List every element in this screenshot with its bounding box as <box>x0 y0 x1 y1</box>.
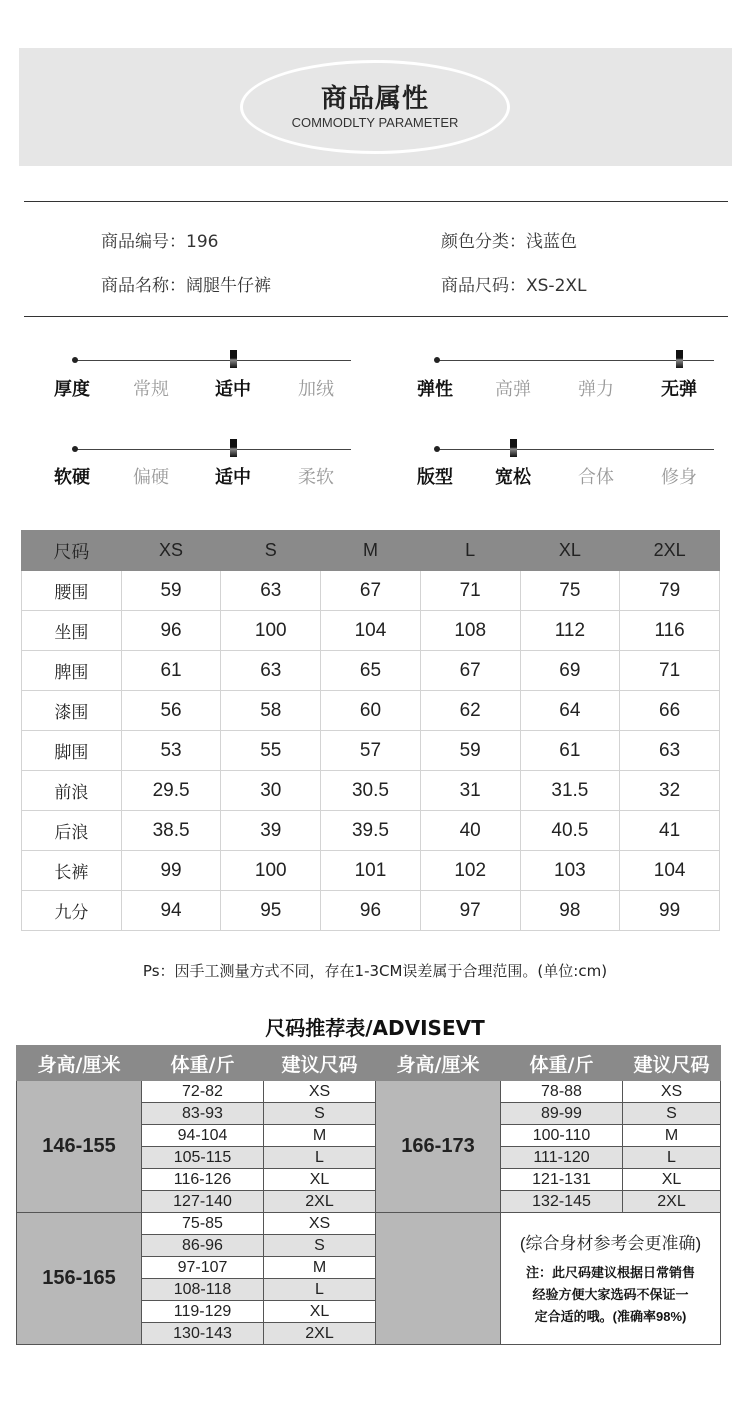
size-value: 108 <box>420 611 520 651</box>
size-value: 99 <box>620 891 720 931</box>
suggested-size: M <box>264 1125 376 1147</box>
suggested-size: XL <box>264 1169 376 1191</box>
row-label: 长裤 <box>22 851 122 891</box>
size-value: 39 <box>221 811 321 851</box>
suggested-size: L <box>264 1147 376 1169</box>
advice-table-body <box>17 1081 721 1345</box>
size-header-cell: L <box>420 531 520 571</box>
size-value: 55 <box>221 731 321 771</box>
advice-header-cell: 身高/厘米 <box>376 1046 501 1081</box>
tip-line: 定合适的哦。(准确率98%) <box>534 1309 687 1324</box>
size-value: 97 <box>420 891 520 931</box>
attribute-option: 无弹 <box>661 379 697 400</box>
size-value: 41 <box>620 811 720 851</box>
size-value: 67 <box>420 651 520 691</box>
weight-range: 127-140 <box>142 1191 264 1213</box>
size-value: 104 <box>620 851 720 891</box>
row-label: 腰围 <box>22 571 122 611</box>
attribute-option: 适中 <box>215 467 251 488</box>
row-label: 前浪 <box>22 771 122 811</box>
row-label: 后浪 <box>22 811 122 851</box>
size-header-cell: M <box>321 531 421 571</box>
advice-table-header <box>17 1046 721 1081</box>
size-header-cell: S <box>221 531 321 571</box>
table-row <box>22 691 720 731</box>
table-row <box>22 731 720 771</box>
weight-range: 119-129 <box>142 1301 264 1323</box>
advice-header-cell: 体重/斤 <box>142 1046 264 1081</box>
row-label: 脾围 <box>22 651 122 691</box>
table-row <box>22 891 720 931</box>
weight-range: 83-93 <box>142 1103 264 1125</box>
attribute-option: 适中 <box>215 379 251 400</box>
size-value: 29.5 <box>121 771 221 811</box>
attribute-option: 加绒 <box>298 379 334 400</box>
attribute-name: 厚度 <box>54 379 90 400</box>
tip-main: (综合身材参考会更准确) <box>519 1234 702 1253</box>
attribute-option: 高弹 <box>495 379 531 400</box>
slider-start-dot <box>72 357 78 363</box>
size-value: 59 <box>420 731 520 771</box>
attribute-name: 软硬 <box>54 467 90 488</box>
height-range: 166-173 <box>376 1081 501 1213</box>
row-label: 九分 <box>22 891 122 931</box>
attribute-name: 版型 <box>417 467 453 488</box>
suggested-size: S <box>623 1103 721 1125</box>
size-value: 71 <box>620 651 720 691</box>
info-color: 颜色分类：浅蓝色 <box>441 232 577 252</box>
size-value: 99 <box>121 851 221 891</box>
weight-range: 130-143 <box>142 1323 264 1345</box>
size-value: 61 <box>520 731 620 771</box>
size-value: 58 <box>221 691 321 731</box>
advice-tip <box>501 1213 721 1345</box>
weight-range: 86-96 <box>142 1235 264 1257</box>
size-header-cell: XL <box>520 531 620 571</box>
size-value: 62 <box>420 691 520 731</box>
size-value: 79 <box>620 571 720 611</box>
table-row <box>22 851 720 891</box>
size-value: 116 <box>620 611 720 651</box>
size-value: 32 <box>620 771 720 811</box>
advice-title: 尺码推荐表/ADVISEVT <box>265 1016 485 1040</box>
suggested-size: M <box>264 1257 376 1279</box>
size-value: 64 <box>520 691 620 731</box>
size-value: 75 <box>520 571 620 611</box>
size-value: 71 <box>420 571 520 611</box>
size-value: 63 <box>221 651 321 691</box>
height-range: 156-165 <box>17 1213 142 1345</box>
table-row <box>22 771 720 811</box>
row-label: 漆围 <box>22 691 122 731</box>
size-value: 30 <box>221 771 321 811</box>
weight-range: 116-126 <box>142 1169 264 1191</box>
slider-track <box>75 360 351 361</box>
info-name: 商品名称：阔腿牛仔裤 <box>101 276 271 296</box>
advice-header-cell: 建议尺码 <box>264 1046 376 1081</box>
size-value: 112 <box>520 611 620 651</box>
attribute-option: 修身 <box>661 467 697 488</box>
size-value: 30.5 <box>321 771 421 811</box>
size-value: 96 <box>321 891 421 931</box>
weight-range: 105-115 <box>142 1147 264 1169</box>
attribute-name: 弹性 <box>417 379 453 400</box>
size-value: 103 <box>520 851 620 891</box>
size-value: 61 <box>121 651 221 691</box>
slider-marker <box>676 350 683 368</box>
attribute-option: 偏硬 <box>133 467 169 488</box>
tip-line: 经验方便大家选码不保证一 <box>532 1287 689 1302</box>
table-row <box>17 1081 721 1103</box>
slider-start-dot <box>72 446 78 452</box>
size-value: 94 <box>121 891 221 931</box>
table-row <box>17 1213 721 1235</box>
size-value: 63 <box>620 731 720 771</box>
size-value: 95 <box>221 891 321 931</box>
size-value: 39.5 <box>321 811 421 851</box>
divider-top <box>24 201 728 202</box>
size-value: 31 <box>420 771 520 811</box>
size-value: 38.5 <box>121 811 221 851</box>
suggested-size: S <box>264 1103 376 1125</box>
size-value: 98 <box>520 891 620 931</box>
advice-header-cell: 建议尺码 <box>623 1046 721 1081</box>
attribute-option: 弹力 <box>578 379 614 400</box>
weight-range: 100-110 <box>501 1125 623 1147</box>
attribute-option: 柔软 <box>298 467 334 488</box>
size-header-cell: XS <box>121 531 221 571</box>
suggested-size: 2XL <box>264 1323 376 1345</box>
divider-bottom <box>24 316 728 317</box>
info-size: 商品尺码：XS-2XL <box>441 276 587 296</box>
attribute-option: 合体 <box>578 467 614 488</box>
weight-range: 75-85 <box>142 1213 264 1235</box>
weight-range: 72-82 <box>142 1081 264 1103</box>
slider-track <box>437 360 714 361</box>
weight-range: 132-145 <box>501 1191 623 1213</box>
size-value: 104 <box>321 611 421 651</box>
advice-header-cell: 身高/厘米 <box>17 1046 142 1081</box>
slider-marker <box>230 350 237 368</box>
size-value: 65 <box>321 651 421 691</box>
suggested-size: XL <box>264 1301 376 1323</box>
size-table-header <box>22 531 720 571</box>
size-value: 59 <box>121 571 221 611</box>
size-value: 101 <box>321 851 421 891</box>
weight-range: 97-107 <box>142 1257 264 1279</box>
size-value: 53 <box>121 731 221 771</box>
advice-header-cell: 体重/斤 <box>501 1046 623 1081</box>
suggested-size: L <box>264 1279 376 1301</box>
size-value: 40.5 <box>520 811 620 851</box>
size-header-cell: 尺码 <box>22 531 122 571</box>
slider-marker <box>230 439 237 457</box>
row-label: 脚围 <box>22 731 122 771</box>
size-value: 60 <box>321 691 421 731</box>
suggested-size: XS <box>264 1081 376 1103</box>
weight-range: 89-99 <box>501 1103 623 1125</box>
slider-track <box>437 449 714 450</box>
weight-range: 94-104 <box>142 1125 264 1147</box>
attribute-option: 常规 <box>133 379 169 400</box>
info-item-no: 商品编号：196 <box>101 232 219 252</box>
slider-start-dot <box>434 446 440 452</box>
blank-cell <box>376 1213 501 1345</box>
measurement-note: Ps：因手工测量方式不同，存在1-3CM误差属于合理范围。(单位:cm) <box>142 962 608 980</box>
slider-marker <box>510 439 517 457</box>
suggested-size: 2XL <box>623 1191 721 1213</box>
table-row <box>22 611 720 651</box>
size-value: 96 <box>121 611 221 651</box>
weight-range: 108-118 <box>142 1279 264 1301</box>
page-subtitle: COMMODLTY PARAMETER <box>291 115 459 130</box>
size-value: 57 <box>321 731 421 771</box>
suggested-size: M <box>623 1125 721 1147</box>
table-row <box>22 651 720 691</box>
weight-range: 121-131 <box>501 1169 623 1191</box>
height-range: 146-155 <box>17 1081 142 1213</box>
page-title: 商品属性 <box>320 84 429 114</box>
row-label: 坐围 <box>22 611 122 651</box>
suggested-size: XL <box>623 1169 721 1191</box>
table-row <box>22 571 720 611</box>
size-value: 31.5 <box>520 771 620 811</box>
weight-range: 111-120 <box>501 1147 623 1169</box>
suggested-size: XS <box>623 1081 721 1103</box>
tip-line: 注：此尺码建议根据日常销售 <box>525 1265 695 1280</box>
slider-start-dot <box>434 357 440 363</box>
size-value: 56 <box>121 691 221 731</box>
suggested-size: S <box>264 1235 376 1257</box>
suggested-size: L <box>623 1147 721 1169</box>
size-value: 69 <box>520 651 620 691</box>
table-row <box>22 811 720 851</box>
size-table <box>21 530 720 931</box>
size-value: 67 <box>321 571 421 611</box>
advice-table <box>16 1045 721 1345</box>
size-value: 100 <box>221 611 321 651</box>
size-table-body <box>22 571 720 931</box>
size-header-cell: 2XL <box>620 531 720 571</box>
size-value: 102 <box>420 851 520 891</box>
size-value: 66 <box>620 691 720 731</box>
slider-track <box>75 449 351 450</box>
size-value: 63 <box>221 571 321 611</box>
suggested-size: 2XL <box>264 1191 376 1213</box>
size-value: 100 <box>221 851 321 891</box>
suggested-size: XS <box>264 1213 376 1235</box>
weight-range: 78-88 <box>501 1081 623 1103</box>
attribute-option: 宽松 <box>495 467 531 488</box>
size-value: 40 <box>420 811 520 851</box>
